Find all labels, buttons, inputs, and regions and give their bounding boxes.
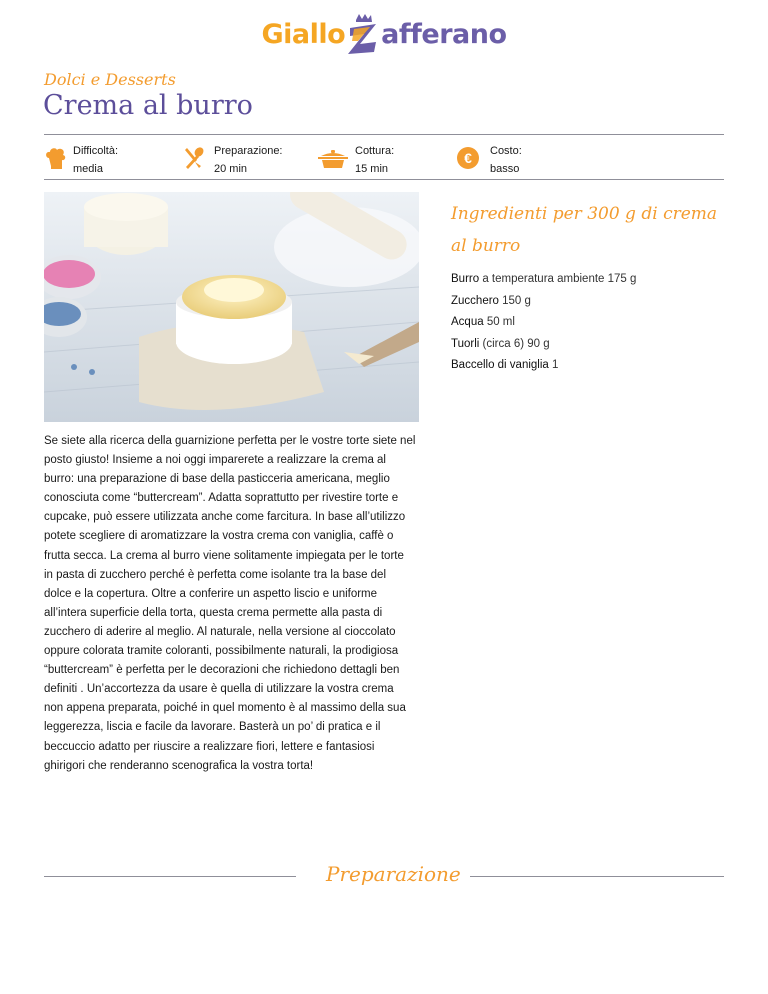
recipe-photo xyxy=(44,192,419,422)
utensils-icon xyxy=(182,146,206,170)
prep-divider-left xyxy=(44,876,296,877)
buttercream-photo-illustration xyxy=(44,192,419,422)
site-logo[interactable] xyxy=(0,12,768,56)
prep-time-info xyxy=(214,145,283,175)
difficulty-info xyxy=(73,145,118,175)
ingredient-item xyxy=(451,292,636,314)
info-divider xyxy=(44,179,724,180)
difficulty-label: Difficoltà: xyxy=(73,145,119,157)
prep-time-label: Preparazione: xyxy=(214,145,283,157)
cost-value: basso xyxy=(490,163,520,175)
prep-time-value: 20 min xyxy=(214,163,248,175)
logo-text-giallo: Giallo xyxy=(261,18,346,50)
cost-label: Costo: xyxy=(490,145,522,157)
ingredient-name[interactable]: Zucchero xyxy=(451,294,499,307)
pot-icon xyxy=(318,146,348,170)
logo-text-afferano: afferano xyxy=(381,18,507,50)
title-divider xyxy=(44,134,724,135)
cost-info xyxy=(490,145,522,175)
ingredients-title: Ingredienti per 300 g di crema al burro xyxy=(451,204,718,256)
ingredient-item xyxy=(451,270,636,292)
prep-divider-right xyxy=(470,876,724,877)
euro-icon: € xyxy=(457,147,479,169)
ingredient-name[interactable]: Baccello di vaniglia xyxy=(451,359,549,372)
ingredient-qty: 150 g xyxy=(502,294,531,307)
ingredient-name[interactable]: Acqua xyxy=(451,316,484,329)
cook-time-value: 15 min xyxy=(355,163,389,175)
difficulty-value: media xyxy=(73,163,103,175)
page-title: Crema al burro xyxy=(43,90,253,121)
cook-time-info xyxy=(355,145,394,175)
ingredient-item xyxy=(451,335,636,357)
logo-z-icon xyxy=(346,14,380,54)
ingredient-name[interactable]: Burro xyxy=(451,273,480,285)
ingredient-item xyxy=(451,356,636,378)
ingredient-qty: (circa 6) 90 g xyxy=(482,337,550,350)
recipe-category[interactable]: Dolci e Desserts xyxy=(44,70,176,89)
ingredient-name[interactable]: Tuorli xyxy=(451,337,480,350)
ingredient-qty: a temperatura ambiente 175 g xyxy=(482,273,637,285)
chef-hat-icon xyxy=(44,146,68,170)
preparation-title: Preparazione xyxy=(326,862,461,886)
recipe-description: Se siete alla ricerca della guarnizione perfetta per le vostre torte siete nel posto giusto! Insieme a noi oggi imparerete a realizzare la crema al burro: una preparazione di base della pasticceria americana, meglio conosciuta come “buttercream”. Adatta soprattutto per rivestire torte e cupcake, può essere utilizzata anche come farcitura. In base all’utilizzo potete scegliere di aromatizzare la vostra crema con vaniglia, caffè o frutta secca. La crema al burro viene solitamente impiegata per le torte in pasta di zucchero perché è perfetta come isolante tra la base del dolce e la copertura. Oltre a conferire un aspetto liscio e uniforme all’intera superficie della torta, questa crema permette alla pasta di zucchero di aderire al meglio. Al naturale, nella versione al cioccolato oppure colorata tramite coloranti, possibilmente naturali, la prodigiosa “buttercream” è perfetta per le decorazioni che richiedono dettagli ben definiti . Un’accortezza da usare è quella di utilizzare la vostra crema non appena preparata, poiché in quel momento è al massimo della sua leggerezza, liscia e facile da lavorare. Basterà un po’ di pratica e il beccuccio adatto per riuscire a realizzare fiori, lettere e fantasiosi ghirigori che renderanno scenografica la vostra torta! xyxy=(44,435,416,772)
cook-time-label: Cottura: xyxy=(355,145,395,157)
ingredient-qty: 50 ml xyxy=(486,316,515,329)
ingredient-item xyxy=(451,313,636,335)
ingredient-qty: 1 xyxy=(552,359,559,372)
ingredients-list xyxy=(451,270,636,378)
